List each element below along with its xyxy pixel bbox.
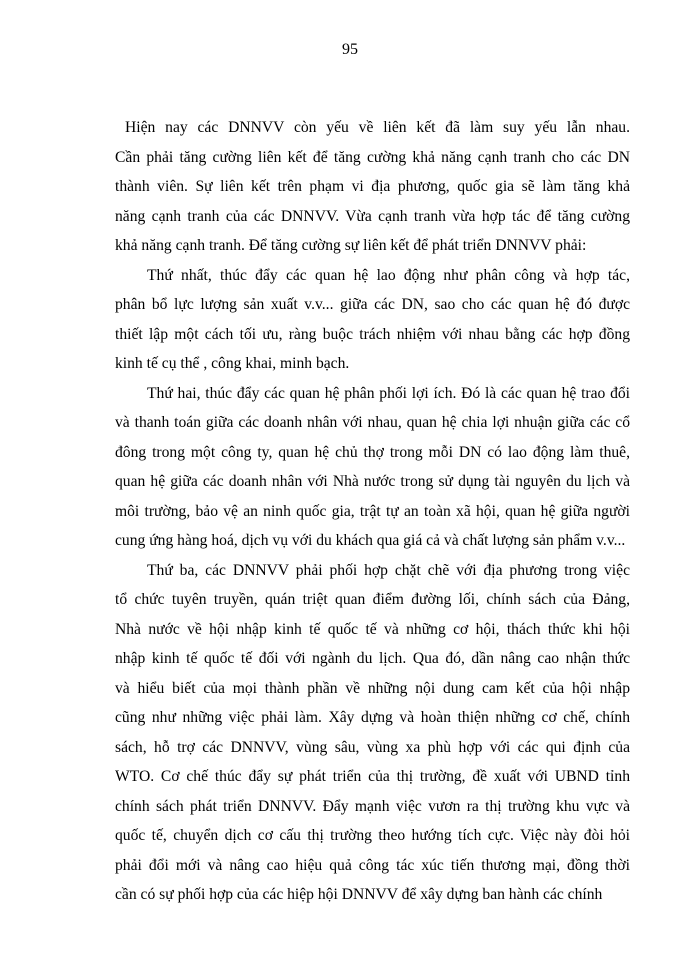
text-line: Thứ hai, thúc đẩy các quan hệ phân phối lợi ích. Đó là các quan hệ trao đổi	[147, 384, 630, 402]
text-line: nhập kinh tế quốc tế đối với ngành du lịch. Qua đó, dần nâng cao nhận thức	[115, 650, 630, 667]
text-line: kinh tế cụ thể , công khai, minh bạch.	[115, 355, 350, 372]
text-line: cung ứng hàng hoá, dịch vụ với du khách qua giá cả và chất lượng sản phẩm v.v...	[115, 532, 626, 549]
text-line: thành viên. Sự liên kết trên phạm vi địa phương, quốc gia sẽ làm tăng khả	[115, 178, 630, 195]
body-text	[115, 113, 630, 910]
text-line: Thứ nhất, thúc đẩy các quan hệ lao động như phân công và hợp tác,	[147, 266, 630, 284]
paragraph	[115, 113, 630, 261]
text-line: Thứ ba, các DNNVV phải phối hợp chặt chẽ với địa phương trong việc	[147, 561, 630, 579]
text-line: WTO. Cơ chế thúc đẩy sự phát triển của thị trường, đề xuất với UBND tỉnh	[115, 768, 630, 785]
text-line: khả năng cạnh tranh. Để tăng cường sự liên kết để phát triển DNNVV phải:	[115, 237, 587, 254]
page-number: 95	[342, 41, 358, 58]
text-line: Nhà nước về hội nhập kinh tế quốc tế và những cơ hội, thách thức khi hội	[115, 620, 630, 638]
text-line: đông trong một công ty, quan hệ chủ thợ trong mỗi DN có lao động làm thuê,	[115, 443, 630, 461]
text-line: chính sách phát triển DNNVV. Đẩy mạnh việc vươn ra thị trường khu vực và	[115, 797, 630, 815]
text-line: môi trường, bảo vệ an ninh quốc gia, trật tự an toàn xã hội, quan hệ giữa người	[115, 502, 630, 520]
text-line: năng cạnh tranh của các DNNVV. Vừa cạnh tranh vừa hợp tác để tăng cường	[115, 207, 630, 225]
text-line: phân bổ lực lượng sản xuất v.v... giữa các DN, sao cho các quan hệ đó được	[115, 296, 630, 313]
text-line: cũng như những việc phải làm. Xây dựng và hoàn thiện những cơ chế, chính	[115, 709, 630, 726]
text-line: tổ chức tuyên truyền, quán triệt quan điểm đường lối, chính sách của Đảng,	[115, 591, 630, 608]
text-line: thiết lập một cách tối ưu, ràng buộc trách nhiệm với nhau bằng các hợp đồng	[115, 325, 630, 343]
text-line: Cần phải tăng cường liên kết để tăng cường khả năng cạnh tranh cho các DN	[115, 148, 630, 166]
paragraph	[115, 556, 630, 910]
text-line: sách, hỗ trợ các DNNVV, vùng sâu, vùng xa phù hợp với các qui định của	[115, 738, 630, 756]
text-line: cần có sự phối hợp của các hiệp hội DNNVV để xây dựng ban hành các chính	[115, 886, 603, 903]
text-line: và hiểu biết của mọi thành phần về những nội dung cam kết của hội nhập	[115, 679, 630, 697]
text-line: phải đổi mới và nâng cao hiệu quả công tác xúc tiến thương mại, đồng thời	[115, 856, 630, 874]
paragraph	[115, 379, 630, 556]
text-line: Hiện nay các DNNVV còn yếu về liên kết đã làm suy yếu lẫn nhau.	[125, 119, 630, 136]
text-line: quốc tế, chuyển dịch cơ cấu thị trường theo hướng tích cực. Việc này đòi hỏi	[115, 827, 630, 844]
text-line: và thanh toán giữa các doanh nhân với nhau, quan hệ chia lợi nhuận giữa các cổ	[115, 414, 630, 431]
text-line: quan hệ giữa các doanh nhân với Nhà nước trong sử dụng tài nguyên du lịch và	[115, 473, 630, 490]
paragraph	[115, 261, 630, 379]
